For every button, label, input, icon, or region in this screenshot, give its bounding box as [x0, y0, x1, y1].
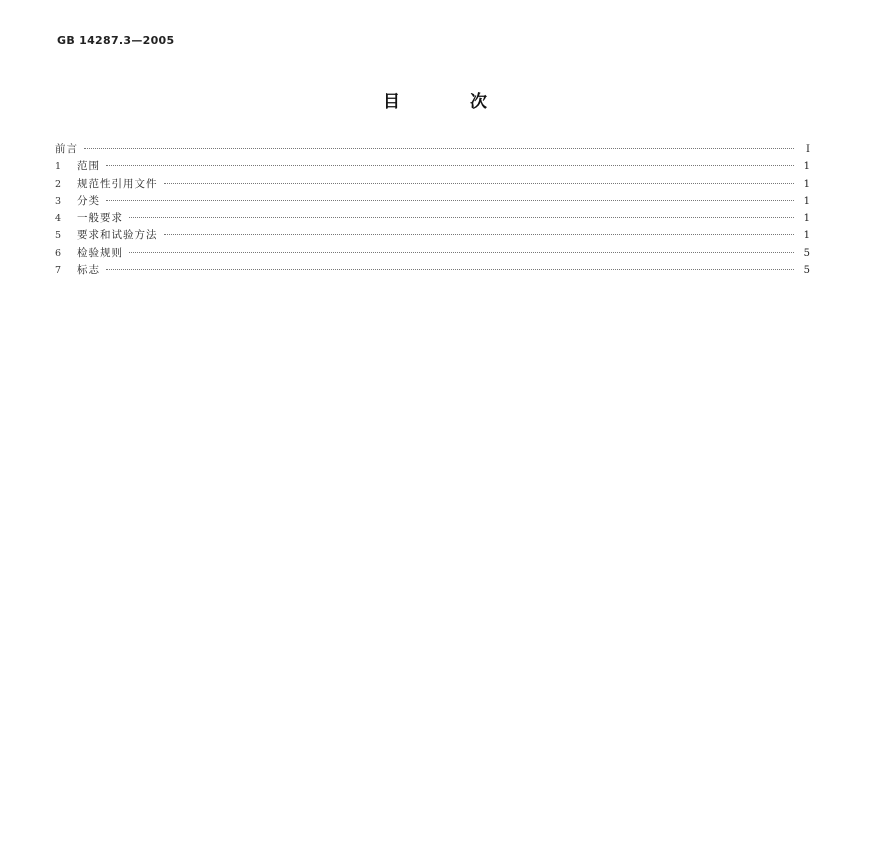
- toc-title-left: 目: [383, 92, 400, 112]
- toc-entry-page: 1: [803, 178, 810, 190]
- toc-leader-dots: [129, 217, 794, 218]
- toc-entry-label: 前言: [55, 143, 78, 155]
- toc-entry-label: 规范性引用文件: [77, 177, 158, 190]
- toc-leader-dots: [164, 183, 795, 184]
- toc-entry-6[interactable]: [55, 245, 810, 262]
- toc-entry-7[interactable]: [55, 262, 810, 279]
- toc-entry-page: 1: [803, 195, 810, 207]
- toc-leader-dots: [106, 200, 794, 201]
- toc-entry-foreword[interactable]: [55, 141, 810, 158]
- toc-entry-2[interactable]: [55, 176, 810, 193]
- toc-entry-label: 要求和试验方法: [77, 229, 158, 242]
- toc-entry-page: 5: [803, 265, 810, 277]
- toc-entry-label: 标志: [77, 264, 100, 277]
- toc-entry-number: 7: [55, 265, 62, 277]
- toc-leader-dots: [106, 269, 794, 270]
- toc-entry-number: 2: [55, 178, 62, 190]
- toc-entry-number: 6: [55, 247, 62, 259]
- toc-entry-number: 3: [55, 195, 62, 207]
- toc-entry-number: 5: [55, 230, 62, 242]
- toc-title: [383, 87, 487, 112]
- standard-code: GB 14287.3—2005: [57, 34, 175, 47]
- toc-entry-page: 1: [803, 230, 810, 242]
- toc-entry-label: 范围: [77, 160, 100, 173]
- toc-leader-dots: [164, 234, 795, 235]
- toc-entry-label: 检验规则: [77, 246, 123, 259]
- toc-entry-3[interactable]: [55, 193, 810, 210]
- toc-entry-number: 1: [55, 161, 62, 173]
- toc-leader-dots: [129, 252, 794, 253]
- toc-entry-page: 5: [803, 247, 810, 259]
- toc-entry-label: 一般要求: [77, 212, 123, 225]
- toc-entry-page: I: [806, 144, 810, 155]
- toc-leader-dots: [106, 165, 794, 166]
- toc-entry-1[interactable]: [55, 158, 810, 175]
- toc-leader-dots: [84, 148, 794, 149]
- toc-entry-5[interactable]: [55, 227, 810, 244]
- toc-title-right: 次: [470, 92, 487, 112]
- toc-entry-number: 4: [55, 213, 62, 225]
- toc-entry-label: 分类: [77, 194, 100, 207]
- toc-entry-4[interactable]: [55, 210, 810, 227]
- toc-entry-page: 1: [803, 161, 810, 173]
- toc-list: [55, 141, 810, 279]
- toc-entry-page: 1: [803, 213, 810, 225]
